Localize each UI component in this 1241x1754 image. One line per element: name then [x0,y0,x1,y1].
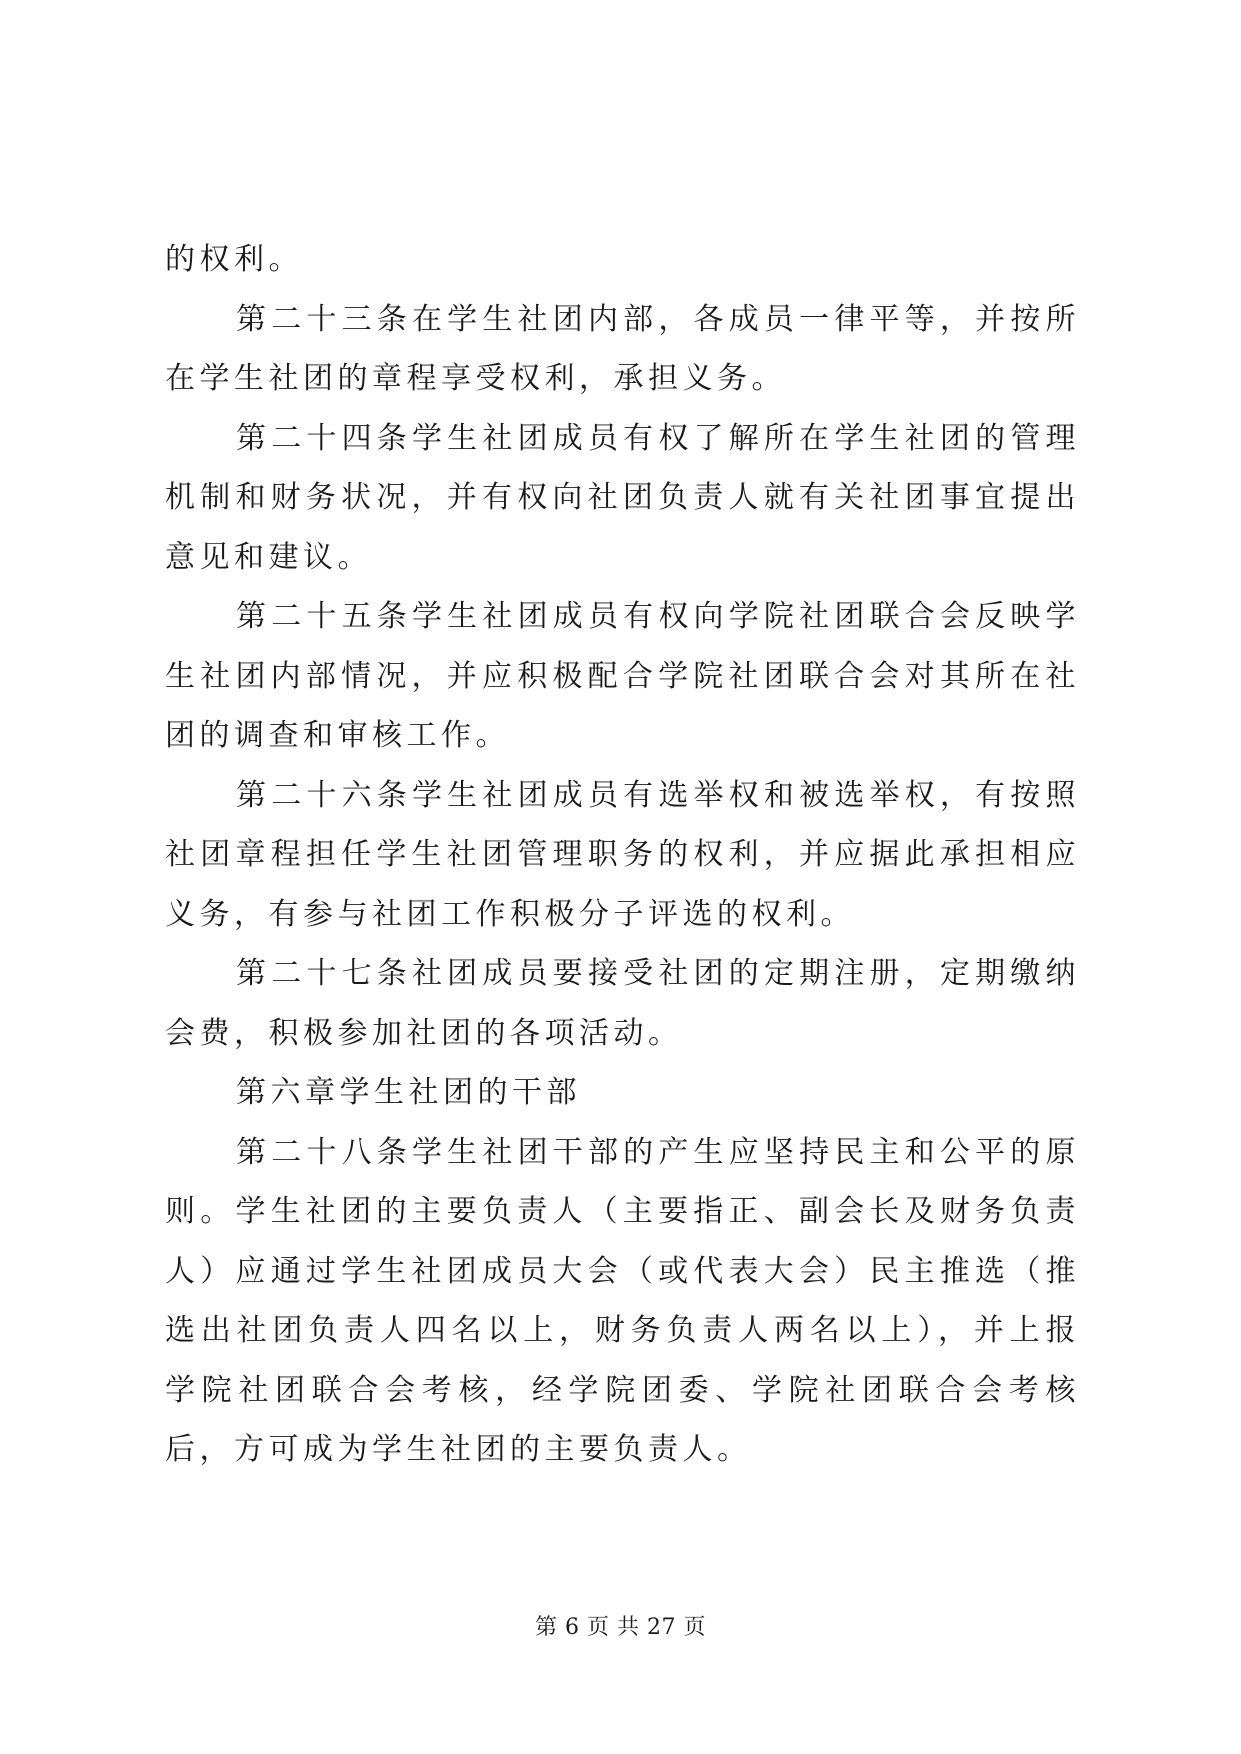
document-body [165,230,1080,1480]
paragraph: 的权利。 [165,242,303,277]
paragraph-article-28: 第二十八条学生社团干部的产生应坚持民主和公平的原则。学生社团的主要负责人（主要指正、副会长及财务负责人）应通过学生社团成员大会（或代表大会）民主推选（推选出社团负责人四名以上，财务负责人两名以上），并上报学院社团联合会考核，经学院团委、学院社团联合会考核后，方可成为学生社团的主要负责人。 [165,1134,1080,1467]
paragraph-article-23: 第二十三条在学生社团内部，各成员一律平等，并按所在学生社团的章程享受权利，承担义务。 [165,301,1080,396]
paragraph-article-24: 第二十四条学生社团成员有权了解所在学生社团的管理机制和财务状况，并有权向社团负责人就有关社团事宜提出意见和建议。 [165,420,1080,575]
paragraph-article-27: 第二十七条社团成员要接受社团的定期注册，定期缴纳会费，积极参加社团的各项活动。 [165,956,1080,1051]
paragraph-article-25: 第二十五条学生社团成员有权向学院社团联合会反映学生社团内部情况，并应积极配合学院社团联合会对其所在社团的调查和审核工作。 [165,599,1080,753]
page-number-footer: 第 6 页 共 27 页 [535,1615,706,1640]
chapter-heading: 第六章学生社团的干部 [236,1075,581,1110]
paragraph-article-26: 第二十六条学生社团成员有选举权和被选举权，有按照社团章程担任学生社团管理职务的权利，并应据此承担相应义务，有参与社团工作积极分子评选的权利。 [165,777,1080,932]
